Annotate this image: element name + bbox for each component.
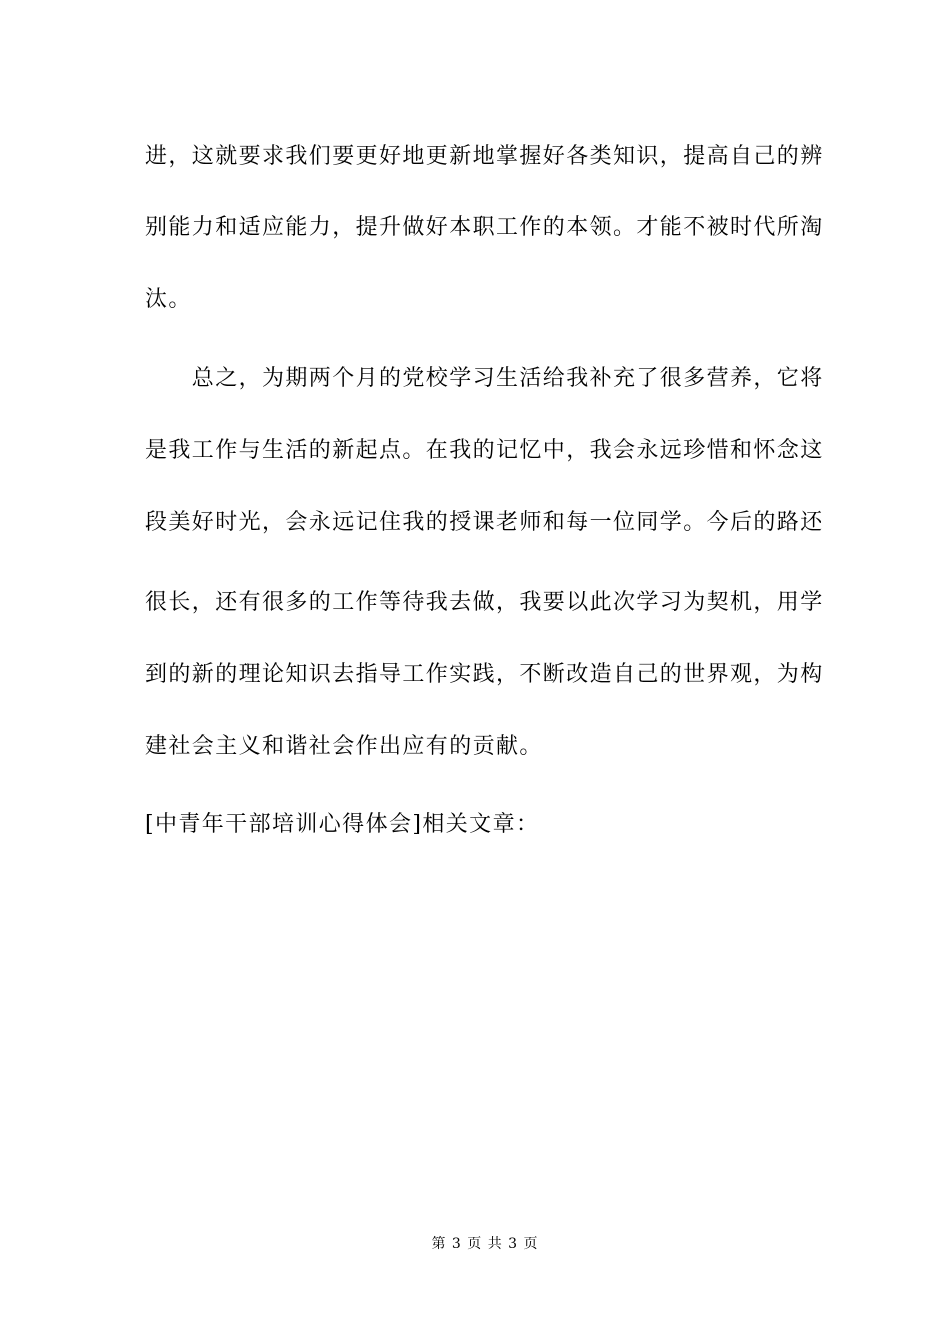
body-text-line: 到的新的理论知识去指导工作实践，不断改造自己的世界观，为构 [145,662,824,687]
body-text-line: 段美好时光，会永远记住我的授课老师和每一位同学。今后的路还 [145,510,824,535]
body-text-line: 进，这就要求我们要更好地更新地掌握好各类知识，提高自己的辨 [145,144,824,169]
paragraph-start-line: 总之，为期两个月的党校学习生活给我补充了很多营养，它将 [145,366,824,391]
related-articles-heading: [中青年干部培训心得体会]相关文章： [145,812,540,837]
body-text-line: 别能力和适应能力，提升做好本职工作的本领。才能不被时代所淘 [145,215,824,240]
page-number-footer: 第 3 页 共 3 页 [431,1236,539,1252]
body-text-line: 是我工作与生活的新起点。在我的记忆中，我会永远珍惜和怀念这 [145,438,824,463]
body-text-line: 建社会主义和谐社会作出应有的贡献。 [145,734,543,759]
body-text-line: 汰。 [145,287,192,312]
body-text-line: 很长，还有很多的工作等待我去做，我要以此次学习为契机，用学 [145,590,824,615]
